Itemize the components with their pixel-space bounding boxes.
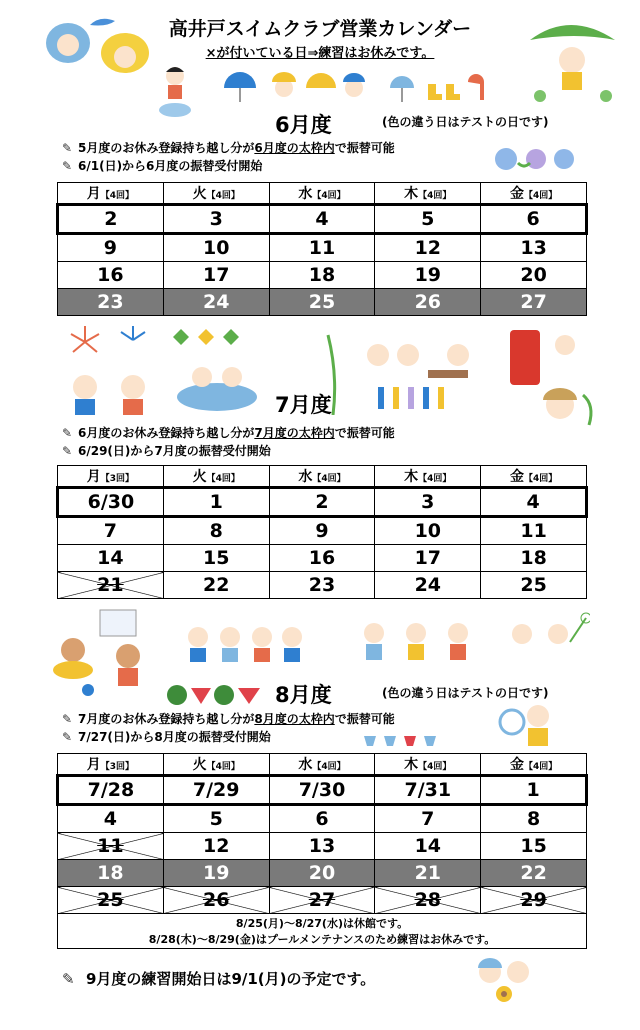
june-bullet-carryover: ✎ 5月度のお休み登録持ち越し分が6月度の太枠内で振替可能 bbox=[62, 141, 395, 155]
july-bullet-reception: ✎ 6/29(日)から7月度の振替受付開始 bbox=[62, 444, 271, 458]
june-calendar-table bbox=[56, 182, 588, 316]
date-cell: 16 bbox=[269, 545, 375, 572]
date-cell: 6 bbox=[481, 205, 587, 234]
date-cell: 5 bbox=[163, 805, 269, 833]
week-row bbox=[58, 517, 587, 545]
closure-note-row bbox=[58, 914, 587, 949]
test-date-cell: 20 bbox=[269, 860, 375, 887]
kids-playing-illustration bbox=[352, 613, 482, 668]
date-cell: 12 bbox=[375, 234, 481, 262]
test-date-cell: 18 bbox=[58, 860, 164, 887]
date-cell: 13 bbox=[269, 833, 375, 860]
mailbox-kid-illustration bbox=[505, 325, 605, 435]
fireworks-kids-illustration bbox=[55, 322, 165, 417]
date-cell: 15 bbox=[481, 833, 587, 860]
july-calendar-table bbox=[56, 465, 588, 599]
closed-week-row bbox=[58, 887, 587, 914]
date-cell: 12 bbox=[163, 833, 269, 860]
closed-date-cell: 25 bbox=[58, 887, 164, 914]
pushpin-icon: ✎ bbox=[62, 730, 73, 744]
week-row bbox=[58, 262, 587, 289]
summer-kids-float-illustration bbox=[48, 608, 158, 698]
date-cell: 17 bbox=[375, 545, 481, 572]
header-tuesday: 火【4回】 bbox=[163, 466, 269, 488]
date-cell: 7 bbox=[375, 805, 481, 833]
date-cell: 23 bbox=[269, 572, 375, 599]
closed-date-cell: 27 bbox=[269, 887, 375, 914]
header-monday: 月【3回】 bbox=[58, 754, 164, 776]
week-row bbox=[58, 572, 587, 599]
header-wednesday: 水【4回】 bbox=[269, 183, 375, 205]
date-cell: 7/28 bbox=[58, 776, 164, 805]
calendar-header-row bbox=[58, 183, 587, 205]
july-title: 7月度 bbox=[275, 393, 332, 417]
august-title: 8月度 bbox=[275, 683, 332, 707]
july-bullet-carryover: ✎ 6月度のお休み登録持ち越し分が7月度の太枠内で振替可能 bbox=[62, 426, 395, 440]
september-start-note: ✎ 9月度の練習開始日は9/1(月)の予定です。 bbox=[62, 970, 376, 988]
date-cell: 10 bbox=[163, 234, 269, 262]
date-cell: 5 bbox=[375, 205, 481, 234]
closure-note-line1: 8/25(月)～8/27(水)は休館です。 bbox=[235, 917, 409, 930]
kid-jumping-illustration bbox=[140, 62, 210, 122]
august-test-note: (色の違う日はテストの日です) bbox=[382, 686, 549, 700]
test-date-cell: 26 bbox=[375, 289, 481, 316]
date-cell: 13 bbox=[481, 234, 587, 262]
closed-date-cell: 29 bbox=[481, 887, 587, 914]
date-cell: 9 bbox=[58, 234, 164, 262]
date-cell: 22 bbox=[163, 572, 269, 599]
pushpin-icon: ✎ bbox=[62, 970, 75, 988]
header-thursday: 木【4回】 bbox=[375, 466, 481, 488]
date-cell: 14 bbox=[58, 545, 164, 572]
date-cell: 8 bbox=[481, 805, 587, 833]
date-cell: 15 bbox=[163, 545, 269, 572]
calendar-header-row bbox=[58, 466, 587, 488]
kids-pool-illustration bbox=[172, 355, 262, 415]
test-date-cell: 23 bbox=[58, 289, 164, 316]
date-cell: 24 bbox=[375, 572, 481, 599]
date-cell: 17 bbox=[163, 262, 269, 289]
pushpin-icon: ✎ bbox=[62, 426, 73, 440]
header-monday: 月【3回】 bbox=[58, 466, 164, 488]
calendar-header-row bbox=[58, 754, 587, 776]
test-date-cell: 21 bbox=[375, 860, 481, 887]
date-cell: 2 bbox=[58, 205, 164, 234]
date-cell: 7/29 bbox=[163, 776, 269, 805]
week-row bbox=[58, 805, 587, 833]
shaved-ice-illustration bbox=[362, 728, 442, 748]
test-date-cell: 22 bbox=[481, 860, 587, 887]
week-row bbox=[58, 205, 587, 234]
header-tuesday: 火【4回】 bbox=[163, 183, 269, 205]
date-cell: 3 bbox=[163, 205, 269, 234]
pushpin-icon: ✎ bbox=[62, 444, 73, 458]
week-row bbox=[58, 488, 587, 517]
week-row bbox=[58, 776, 587, 805]
tanabata-decoration-illustration bbox=[168, 325, 248, 350]
date-cell: 11 bbox=[481, 517, 587, 545]
header-thursday: 木【4回】 bbox=[375, 754, 481, 776]
test-week-row bbox=[58, 860, 587, 887]
june-title: 6月度 bbox=[275, 113, 332, 137]
date-cell: 16 bbox=[58, 262, 164, 289]
august-calendar-table bbox=[56, 753, 588, 949]
closed-date-cell: 11 bbox=[58, 833, 164, 860]
header-tuesday: 火【4回】 bbox=[163, 754, 269, 776]
pushpin-icon: ✎ bbox=[62, 712, 73, 726]
page-subtitle: ×が付いている日⇒練習はお休みです。 bbox=[205, 46, 435, 61]
closed-date-cell: 28 bbox=[375, 887, 481, 914]
test-date-cell: 27 bbox=[481, 289, 587, 316]
closure-note-line2: 8/28(木)～8/29(金)はプールメンテナンスのため練習はお休みです。 bbox=[148, 933, 496, 946]
date-cell: 20 bbox=[481, 262, 587, 289]
date-cell: 25 bbox=[481, 572, 587, 599]
header-friday: 金【4回】 bbox=[481, 466, 587, 488]
pushpin-icon: ✎ bbox=[62, 159, 73, 173]
header-wednesday: 水【4回】 bbox=[269, 754, 375, 776]
page-title: 高井戸スイムクラブ営業カレンダー bbox=[168, 18, 472, 40]
test-date-cell: 24 bbox=[163, 289, 269, 316]
header-monday: 月【4回】 bbox=[58, 183, 164, 205]
kid-leaf-umbrella-illustration bbox=[520, 10, 620, 105]
pushpin-icon: ✎ bbox=[62, 141, 73, 155]
bug-catching-kids-illustration bbox=[500, 612, 590, 667]
date-cell: 4 bbox=[58, 805, 164, 833]
date-cell: 10 bbox=[375, 517, 481, 545]
kids-sunflower-illustration bbox=[470, 952, 540, 1007]
header-friday: 金【4回】 bbox=[481, 183, 587, 205]
closed-date-cell: 26 bbox=[163, 887, 269, 914]
date-cell: 4 bbox=[269, 205, 375, 234]
tanabata-kids-illustration bbox=[318, 325, 498, 415]
august-bullet-reception: ✎ 7/27(日)から8月度の振替受付開始 bbox=[62, 730, 271, 744]
date-cell: 9 bbox=[269, 517, 375, 545]
date-cell: 18 bbox=[481, 545, 587, 572]
week-row bbox=[58, 833, 587, 860]
date-cell: 1 bbox=[481, 776, 587, 805]
umbrellas-illustration bbox=[222, 68, 382, 108]
closure-note bbox=[58, 914, 587, 949]
date-cell: 14 bbox=[375, 833, 481, 860]
kids-eating-watermelon-illustration bbox=[178, 615, 313, 670]
date-cell: 4 bbox=[481, 488, 587, 517]
fan-kid-illustration bbox=[498, 698, 558, 753]
date-cell: 7 bbox=[58, 517, 164, 545]
header-thursday: 木【4回】 bbox=[375, 183, 481, 205]
date-cell: 1 bbox=[163, 488, 269, 517]
date-cell: 3 bbox=[375, 488, 481, 517]
date-cell: 7/31 bbox=[375, 776, 481, 805]
umbrella-boots-illustration bbox=[388, 72, 498, 107]
date-cell: 6/30 bbox=[58, 488, 164, 517]
june-test-note: (色の違う日はテストの日です) bbox=[382, 115, 549, 129]
date-cell: 6 bbox=[269, 805, 375, 833]
date-cell: 2 bbox=[269, 488, 375, 517]
date-cell: 19 bbox=[375, 262, 481, 289]
date-cell: 8 bbox=[163, 517, 269, 545]
week-row bbox=[58, 545, 587, 572]
august-bullet-carryover: ✎ 7月度のお休み登録持ち越し分が8月度の太枠内で振替可能 bbox=[62, 712, 395, 726]
date-cell: 7/30 bbox=[269, 776, 375, 805]
week-row bbox=[58, 234, 587, 262]
header-friday: 金【4回】 bbox=[481, 754, 587, 776]
june-bullet-reception: ✎ 6/1(日)から6月度の振替受付開始 bbox=[62, 159, 263, 173]
watermelon-slices-illustration bbox=[166, 684, 266, 706]
header-wednesday: 水【4回】 bbox=[269, 466, 375, 488]
closed-date-cell: 21 bbox=[58, 572, 164, 599]
test-week-row bbox=[58, 289, 587, 316]
date-cell: 18 bbox=[269, 262, 375, 289]
date-cell: 11 bbox=[269, 234, 375, 262]
test-date-cell: 25 bbox=[269, 289, 375, 316]
hydrangea-illustration bbox=[492, 145, 582, 173]
test-date-cell: 19 bbox=[163, 860, 269, 887]
